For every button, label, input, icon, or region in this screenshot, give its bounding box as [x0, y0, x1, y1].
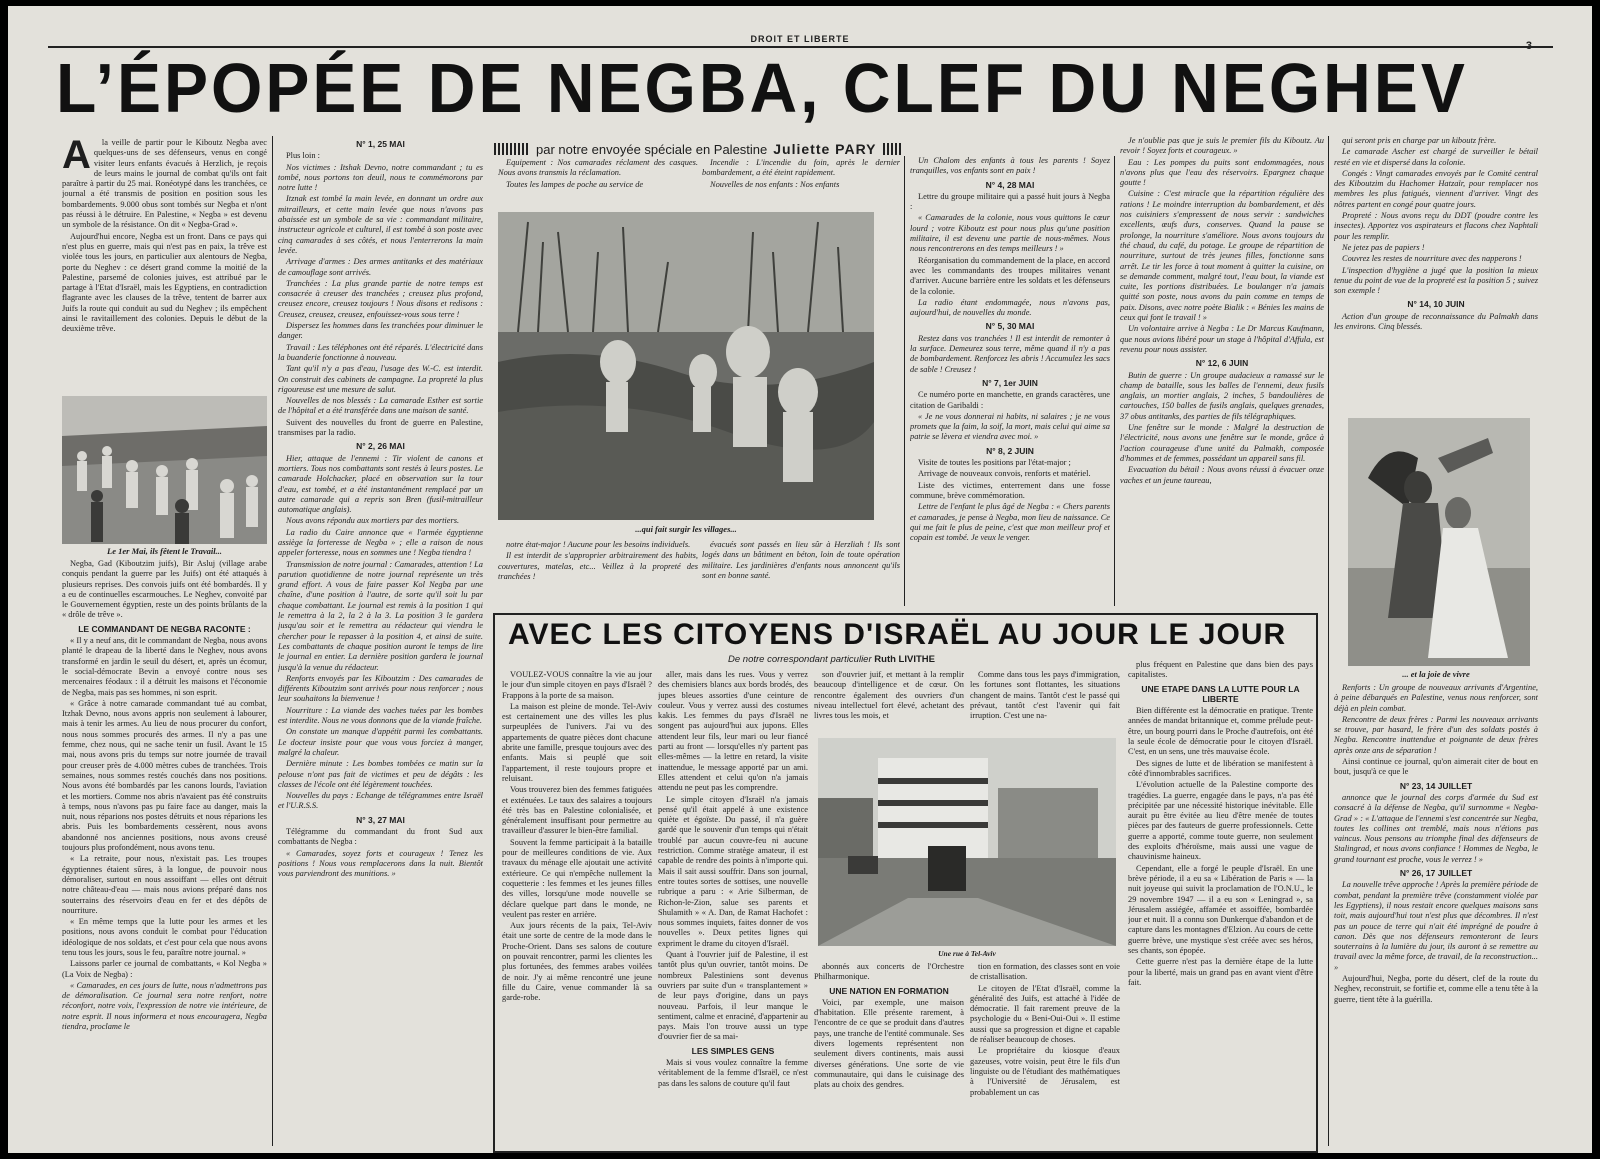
- paragraph: plus fréquent en Palestine que dans bien des pays capitalistes.: [1128, 660, 1313, 680]
- paragraph: annonce que le journal des corps d'armée du Sud est consacré à la défense de Negba, qu'il surnomme « Negba-Grad » : « L'attaque de l'ennemi s'est concentrée sur Negba, toutes les collines ont tremblé, mais nous n'étions pas vaincus. Nous pensons au triomphe final des défenseurs de Stalingrad, et nous avons confiance ! Hommes de Negba, le grand tournant est proche, vous le verrez ! »: [1334, 792, 1538, 864]
- paragraph: Incendie : L'incendie du foin, après le dernier bombardement, a été éteint rapidement.: [702, 158, 900, 178]
- paragraph: Eau : Les pompes du puits sont endommagées, nous n'avons plus que l'eau des réservoirs. Epargnez chaque goutte !: [1120, 157, 1324, 188]
- paragraph: Des signes de lutte et de libération se manifestent à côté d'innombrables sacrifices.: [1128, 758, 1313, 778]
- paragraph: tion en formation, des classes sont en voie de cristallisation.: [970, 962, 1120, 982]
- issue-heading: N° 1, 25 MAI: [356, 139, 405, 149]
- article-column-3-top-right: [702, 158, 900, 208]
- paragraph: « Il y a neuf ans, dit le commandant de Negba, nous avons planté le drapeau de la liberté dans le Neghev, nous avons transformé en jardin le seuil du désert, et, après un écomur, le social-démocrate Bevin a envoyé contre nous ses mercenaires féodaux : il a détruit les maisons et l'économie de Negba, mais pas ses hommes, ni son esprit.: [62, 636, 267, 697]
- paragraph: Télégramme du commandant du front Sud aux combattants de Negba :: [278, 827, 483, 847]
- paragraph: Evacuation du bétail : Nous avons réussi à évacuer onze vaches et un jeune taureau,: [1120, 465, 1324, 485]
- photo-caption: Une rue à Tel-Aviv: [938, 949, 996, 958]
- issue-heading: N° 26, 17 JUILLET: [1399, 868, 1473, 879]
- issue-heading: N° 23, 14 JUILLET: [1399, 780, 1473, 791]
- paragraph: Cuisine : C'est miracle que la répartition régulière des rations ! Le moindre interruption du bombardement, et dès nos cuisiniers s'empressent de nous servir : sandwiches excellents, œufs durs, conserves. Quand la pause se prolonge, la nourriture s'améliore. Nous avons toujours du thé chaud, du café, du potage. Le groupe de répartition de nourriture, surtout de très jeunes filles, fonctionne sans arrêt. Le tir les force à tout moment à quitter la cuisine, on se demande comment, malgré tout, l'eau bout, la viande est cuite, les portions distribuées. Le boulanger n'a jamais quitté son poste, nous avons du pain comme en temps de paix. Disons, avec notre poète Bialik : « Bénies les mains de ceux qui font le travail ! »: [1120, 189, 1324, 323]
- paragraph: Equipement : Nos camarades réclament des casques. Nous avons transmis la réclamation.: [498, 158, 698, 178]
- running-head: DROIT ET LIBERTE: [750, 34, 850, 44]
- paragraph: Je n'oublie pas que je suis le premier fils du Kiboutz. Au revoir ! Soyez forts et courageux. »: [1120, 136, 1324, 156]
- paragraph: Nos victimes : Itshak Devno, notre commandant ; tu es tombé, nous portons ton deuil, nous te commémorons par notre lutte !: [278, 162, 483, 193]
- issue-heading: N° 7, 1er JUIN: [982, 377, 1038, 388]
- article-column-6-bottom: [1334, 683, 1538, 1149]
- paragraph: Renforts : Un groupe de nouveaux arrivants d'Argentine, à peine débarqués en Palestine, venus nous renforcer, sont déjà en plein combat.: [1334, 683, 1538, 713]
- paragraph: Tranchées : La plus grande partie de notre temps est consacrée à creuser des tranchées ; creusez plus profond, creusez encore, creusez toujours ! Nous disons et redisons : Creusez, creusez, creusez, enfouissez-vous sous terre !: [278, 278, 483, 319]
- paragraph: Ainsi continue ce journal, qu'on aimerait citer de bout en bout, jusqu'à ce que le: [1334, 757, 1538, 777]
- paragraph: Il est interdit de s'approprier arbitrairement des habits, couvertures, matelas, etc... Veillez à la propreté des tranchées !: [498, 551, 698, 581]
- paragraph: Congés : Vingt camarades envoyés par le Comité central des Kiboutzim du Hachomer Hatzaïr, pour remplacer nos membres les plus fatigués, viennent d'arriver. Vingt des nôtres partent en congé pour quatre jours.: [1334, 168, 1538, 209]
- paragraph: Bien différente est la démocratie en pratique. Trente années de mandat britannique et, comme prélude peut-être, un bourg pourri dans le Proche d'autrefois, ont été la seule école de démocratie pour le citoyen d'Israël. C'est, en un sens, une très mauvaise école.: [1128, 706, 1313, 757]
- paragraph: Quant à l'ouvrier juif de Palestine, il est tantôt plus qu'un ouvrier, tantôt moins. De nombreux Palestiniens sont devenus ouvriers par suite d'un « transplantement » de leur pays d'origine, dans un pays nouveau. Parfois, il leur manque le sentiment, calme et enraciné, d'appartenir au pays. Mais l'on trouve aussi un type d'ouvrier fier de sa mai-: [658, 950, 808, 1042]
- photo-tel-aviv-street: [818, 738, 1116, 946]
- paragraph: La maison est pleine de monde. Tel-Aviv est certainement une des villes les plus surpeuplées de l'univers. J'ai vu des appartements de quatre pièces dont chacune abrite une famille, presque toujours avec des enfants. Mais si peuplé que soit l'appartement, il reste toujours propre et reluisant.: [502, 701, 652, 783]
- boxed-byline-author: Ruth LIVITHE: [874, 654, 935, 665]
- column-rule: [1114, 156, 1115, 606]
- paragraph: Transmission de notre journal : Camarades, attention ! La parution quotidienne de notre journal représente un très grand effort. A vous de faire passer Kol Negba par une chaîne, d'une position à l'autre, de sorte qu'il soit lu par chaque combattant. Le journal est remis à la position 1 qui le remettra à la 2, la 2 à la 3. La position 3 le gardera jusqu'au soir et le remettra au rédacteur qui viendra le chercher pour le repasser à la position 4, et ainsi de suite. Les combattants de chaque position auront le temps de lire le journal en entier. La dernière position gardera le journal jusqu'à la venue du rédacteur.: [278, 559, 483, 672]
- boxed-column-5: [1128, 660, 1313, 1148]
- issue-heading: N° 12, 6 JUIN: [1195, 358, 1249, 369]
- paragraph: On constate un manque d'appétit parmi les combattants. Le docteur insiste pour que vous vous forciez à manger, malgré la chaleur.: [278, 727, 483, 757]
- byline-ornament-right: [883, 143, 901, 155]
- paragraph: Un Chalom des enfants à tous les parents ! Soyez tranquilles, vos enfants sont en paix !: [910, 156, 1110, 176]
- paragraph: Le simple citoyen d'Israël n'a jamais pensé qu'il était appelé à une existence quiète et égoïste. Du passé, il n'a guère gardé que le souvenir d'un temps qui n'était troublé par aucun couvre-feu ni aucune restriction. Comme stratège amateur, il est capable de rendre des points à n'importe qui. Mais il sait aussi souffrir. Dans son journal, entre toutes sortes de sottises, une nouvelle rubrique a paru : « Arie Silberman, de Richon-le-Zion, salue ses parents et Shulamith » « A. Dan, de Ramat Hachofet : nous sommes inquiets, faites donner de vos nouvelles ». Deux petites lignes qui expriment le drame du citoyen d'Israël.: [658, 794, 808, 948]
- paragraph: Lettre du groupe militaire qui a passé huit jours à Negba :: [910, 191, 1110, 212]
- article-column-2: [278, 136, 483, 1148]
- paragraph: Le citoyen de l'Etat d'Israël, comme la généralité des Juifs, est attaché à l'idée de démocratie. Il fait rarement preuve de la psychologie du « Beni-Oui-Oui ». Il estime aussi que sa progression et digne et capable de réaliser beaucoup de choses.: [970, 983, 1120, 1045]
- paragraph: Cependant, elle a forgé le peuple d'Israël. En une brève période, il a eu sa « Libération de Paris » — la nuit joyeuse qui suivit la proclamation de l'O.N.U., le 29 novembre 1947 — il a eu son « Leningrad », sa Jérusalem assiégée, affamée et assoiffée, bombardée jour et nuit. Il a connu son Dunkerque d'abandon et de capture dans les montagnes d'Elzion. Au cours de cette guerre brève, une mystique s'est créée avec ses héros, ses chants, son épopée.: [1128, 863, 1313, 956]
- photo-caption: Le 1er Mai, ils fêtent le Travail...: [107, 546, 222, 556]
- paragraph: L'évolution actuelle de la Palestine comporte des tragédies. La guerre, engagée dans le pays, n'a pas été précipitée par une nécessité historique inévitable. Elle aurait pu être évitée au lieu d'être menée de toutes pièces par des fauteurs de guerre professionnels. Cette guerre a apporté, comme toute guerre, non seulement des exploits d'héroïsme, mais aussi une vague de chauvinisme haineux.: [1128, 780, 1313, 862]
- paragraph: L'inspection d'hygiène a jugé que la position la mieux tenue du point de vue de la propreté est la position 5 ; suivez son exemple !: [1334, 265, 1538, 296]
- article-column-1-top: [62, 138, 267, 393]
- photo-dancers: [1348, 418, 1530, 666]
- boxed-column-4-top: [970, 670, 1120, 734]
- photo-caption: ...qui fait surgir les villages...: [635, 524, 737, 534]
- column-rule: [1328, 136, 1329, 1146]
- paragraph: La radio étant endommagée, nous n'avons pas, aujourd'hui, de nouvelles du monde.: [910, 297, 1110, 318]
- paragraph: qui seront pris en charge par un kiboutz frère.: [1342, 136, 1497, 145]
- column-rule: [272, 136, 273, 1146]
- paragraph: Itznak est tombé la main levée, en donnant un ordre aux mitrailleurs, et cette main levée que nous n'avons pas abaissée est un symbole de sa vie : commandant militaire, instructeur agricole et culturel, il est tombé à son poste avec cinq camarades à ses côtés, et nous l'enterrerons la main levée.: [278, 194, 483, 255]
- paragraph: Liste des victimes, enterrement dans une fosse commune, brève commémoration.: [910, 480, 1110, 500]
- paragraph: Hier, attaque de l'ennemi : Tir violent de canons et mortiers. Tous nos combattants sont restés à leurs postes. Le camarade Holchacker, placé en observation sur la tour d'eau, est tombé, et a été instantanément remplacé par un autre camarade qui a repris son Bren (fusil-mitrailleur automatique anglais).: [278, 453, 483, 515]
- paragraph: Comme dans tous les pays d'immigration, les fortunes sont flottantes, les situations changent de mains. Tantôt c'est le passé qui prévaut, tantôt c'est l'avenir qui fait irruption. C'est une na-: [970, 670, 1120, 721]
- paragraph: Plus loin :: [286, 151, 320, 161]
- photo-may-day: [62, 396, 267, 544]
- paragraph: la veille de partir pour le Kiboutz Negba avec quelques-uns de ses défenseurs, venus en congé visiter leurs enfants évacués à Herzlich, je reçois de leurs mains le journal de combat qu'ils ont fait paraître à partir du 25 mai. Ronéotypé dans les tranchées, ce journal a été transmis de position en position sous les bombardements. 9.000 obus sont tombés sur Negba et n'ont pas réussi à le détruire. En Palestine, « Negba » est devenu un symbole de la résistance. On dit « Negba-Grad ».: [62, 138, 267, 230]
- issue-heading: N° 4, 28 MAI: [985, 179, 1035, 190]
- paragraph: Tant qu'il n'y a pas d'eau, l'usage des W.-C. est interdit. On construit des cabinets de campagne. La propreté la plus rigoureuse est une mesure de salut.: [278, 364, 483, 394]
- paragraph: « Grâce à notre camarade commandant tué au combat, Itzhak Devno, nous avons appris non seulement à labourer, mais à tenir les armes. Au lieu de nous procurer du confort, nous nous sommes procurés des armes. Il n'y a pas une femme, chez nous, qui ne sache tenir un fusil. Avant le 15 mai, nous avons pris du temps sur notre journée de travail pour creuser près de 4.000 mètres cubes de tranchées. Trois semaines, nous sommes restés couchés dans nos positions. Nous avons été bombardés par les canons lourds, l'aviation et les mortiers. Comme nos abris n'avaient pas été construits à temps, nous n'avons pas pu faire face au danger, mais la nuit, nous réparions nos postes détruits et nous réparions les abris. Puis les bombardements cessèrent, nous avons abandonné nos anciennes positions, nous avons creusé toujours plus profondément, nous avons tenu.: [62, 698, 267, 853]
- byline-ornament: [494, 143, 530, 155]
- paragraph: « Je ne vous donnerai ni habits, ni salaires ; je ne vous promets que la faim, la soif, la mort, mais celui qui aime sa patrie se lèvera et viendra avec moi. »: [910, 411, 1110, 442]
- paragraph: Propreté : Nous avons reçu du DDT (poudre contre les insectes). Apportez vos aspirateurs et flacons chez Naphtali pour les remplir.: [1334, 211, 1538, 241]
- section-heading: LES SIMPLES GENS: [691, 1045, 775, 1056]
- article-column-5: [1120, 136, 1324, 606]
- paragraph: Toutes les lampes de poche au service de: [506, 179, 644, 189]
- article-column-1-bottom: [62, 559, 267, 1149]
- boxed-article-byline: [728, 654, 935, 665]
- boxed-column-3-bottom: [814, 962, 964, 1148]
- paragraph: abonnés aux concerts de l'Orchestre Philharmonique.: [814, 962, 964, 982]
- paragraph: aller, mais dans les rues. Vous y verrez des chemisiers blancs aux bords brodés, des jupes bleues assorties d'une ceinture de couleur. Vous y verrez aussi des costumes kakis. Les femmes du pays d'Israël ne songent pas aujourd'hui aux jupons. Elles attendent leur fils, leur mari ou leur fiancé parti au front — lorsqu'elles n'y partent pas elles-mêmes — la lettre en retard, la visite inattendue, le message apporté par un ami. Elles attendent et celui qu'on n'a jamais attendu ne peut pas les comprendre.: [658, 670, 808, 793]
- photo-village-workers-image: [498, 212, 874, 520]
- issue-heading: N° 8, 2 JUIN: [986, 445, 1034, 456]
- photo-caption: ... et la joie de vivre: [1402, 669, 1470, 679]
- dropcap: A: [62, 138, 91, 177]
- paragraph: « Camarades de la colonie, nous vous quittons le cœur lourd ; votre Kiboutz est pour nous plus qu'une position militaire, il est devenu une partie de nous-mêmes. Nous nous rencontrerons en des temps meilleurs ! »: [910, 213, 1110, 254]
- issue-heading: N° 14, 10 JUIN: [1407, 299, 1465, 310]
- issue-heading: N° 3, 27 MAI: [356, 814, 405, 825]
- paragraph: Un volontaire arrive à Negba : Le Dr Marcus Kaufmann, que nous avions libéré pour un stage à l'hôpital d'Affula, est revenu pour nous assister.: [1120, 324, 1324, 354]
- paragraph: Le camarade Ascher est chargé de surveiller le bétail resté en vie et dispersé dans la colonie.: [1334, 147, 1538, 167]
- paragraph: Nouvelles de nos blessés : La camarade Esther est sortie de l'hôpital et a été transférée dans une maison de santé.: [278, 396, 483, 416]
- boxed-byline-prefix: De notre correspondant particulier: [728, 654, 872, 665]
- paragraph: Une fenêtre sur le monde : Malgré la destruction de l'électricité, nous avons une fenêtre sur le monde, grâce à l'action courageuse d'une unité du Palmakh, composée d'hommes et de femmes, possédant un appareil sans fil.: [1120, 423, 1324, 463]
- paragraph: VOULEZ-VOUS connaître la vie au jour le jour d'un simple citoyen en pays d'Israël ? Frappons à la porte de sa maison.: [502, 670, 652, 700]
- paragraph: Negba, Gad (Kiboutzim juifs), Bir Asluj (village arabe conquis pendant la guerre par les Juifs) ont été attaqués à plusieurs reprises. Des convois juifs ont été bombardés. Il y a eu de continuelles escarmouches. Le Neghev, convoité par le Gouvernement égyptien, reste un des points brûlants de la « drôle de trêve ».: [62, 559, 267, 620]
- boxed-column-2: [658, 670, 808, 1148]
- paragraph: Renforts envoyés par les Kiboutzim : Des camarades de différents Kiboutzim sont arrivés pour nous renforcer ; nous leur souhaitons la bienvenue !: [278, 673, 483, 704]
- paragraph: Arrivage d'armes : Des armes antitanks et des matériaux de camouflage sont arrivés.: [278, 257, 483, 277]
- paragraph: Nourriture : La viande des vaches tuées par les bombes est interdite. Nous ne vous donnons que de la viande fraîche.: [278, 705, 483, 726]
- paragraph: « En même temps que la lutte pour les armes et les positions, nous avons conduit le combat pour l'éducation idéologique de nos soldats, et c'est pour cela que nous avons tenu tous les jours, sous le feu, paraître notre journal. »: [62, 917, 267, 957]
- paragraph: Souvent la femme participait à la bataille pour de meilleures conditions de vie. Aux travaux du ménage elle ajoutait une activité extérieure. Ce qui n'empêche nullement la coquetterie : les femmes et les jeunes filles des villes, lorsqu'une mode nouvelle se déclare quelque part dans le monde, ne veulent pas rester en arrière.: [502, 837, 652, 919]
- paragraph: son d'ouvrier juif, et mettant à la remplir beaucoup d'intelligence et de cœur. On rencontre également des ouvriers d'un niveau intellectuel fort élevé, achetant des livres tous les mois, et: [814, 670, 964, 721]
- paragraph: Cette guerre n'est pas la dernière étape de la lutte pour la liberté, mais un grand pas en avant vient d'être fait.: [1128, 957, 1313, 987]
- paragraph: Réorganisation du commandement de la place, en accord avec les commandants des troupes militaires venant d'arriver. Aucune barrière entre les soldats et les défenseurs de la colonie.: [910, 255, 1110, 296]
- paragraph: Lettre de l'enfant le plus âgé de Negba : « Chers parents et camarades, je pense à Negba, mon lieu de naissance. Ce qui me fait le plus de peine, c'est que mon meilleur prof et copain est tombé. Je veux le venger.: [910, 502, 1110, 543]
- paragraph: Butin de guerre : Un groupe audacieux a ramassé sur le champ de bataille, sous les balles de l'ennemi, deux fusils anglais, un mortier anglais, 2 inches, 5 bandoulières de cartouches, 150 balles de fusils anglais, quelques grenades, 37 obus antitanks, des parties de fils télégraphiques.: [1120, 370, 1324, 421]
- paragraph: Mais si vous voulez connaître la femme véritablement de la femme d'Israël, ce n'est pas dans les salons de couture qu'il faut: [658, 1057, 808, 1088]
- article-column-3-top-left: [498, 158, 698, 208]
- section-heading: LE COMMANDANT DE NEGBA RACONTE :: [78, 623, 251, 634]
- paragraph: « Camarades, en ces jours de lutte, nous n'admettrons pas de démoralisation. Ce journal sera notre renfort, notre réconfort, notre voix, l'expression de notre vie intérieure, de notre esprit. Il nous informera et nous encouragera, Negba tiendra, proclame le: [62, 980, 267, 1032]
- paragraph: Ne jetez pas de papiers !: [1342, 242, 1425, 252]
- paragraph: Suivent des nouvelles du front de guerre en Palestine, transmises par la radio.: [278, 417, 483, 438]
- issue-heading: N° 2, 26 MAI: [356, 441, 405, 452]
- photo-village-workers: [498, 212, 874, 520]
- paragraph: Le propriétaire du kiosque d'eaux gazeuses, votre voisin, peut être le fils d'un linguiste ou de l'étudiant des mathématiques à l'Université de Jérusalem, est probablement un cas: [970, 1046, 1120, 1097]
- paragraph: La radio du Caire annonce que « l'armée égyptienne assiège la forteresse de Negba » ; elle a raison de nous appeler forteresse, nous en sommes une ! Negba tiendra !: [278, 527, 483, 558]
- boxed-column-1: [502, 670, 652, 1148]
- paragraph: Nouvelles du pays : Echange de télégrammes entre Israël et l'U.R.S.S.: [278, 791, 483, 811]
- section-heading: UNE NATION EN FORMATION: [829, 985, 949, 996]
- photo-may-day-image: [62, 396, 267, 544]
- headline: L’ÉPOPÉE DE NEGBA, CLEF DU NEGHEV: [56, 49, 1468, 127]
- article-column-3-bottom-right: [702, 540, 900, 604]
- paragraph: Dispersez les hommes dans les tranchées pour diminuer le danger.: [278, 321, 483, 341]
- paragraph: Laissons parler ce journal de combattants, « Kol Negba » (La Voix de Negba) :: [62, 959, 267, 979]
- paragraph: notre état-major ! Aucune pour les besoins individuels.: [506, 540, 691, 549]
- photo-dancers-image: [1348, 418, 1530, 666]
- paragraph: Vous trouverez bien des femmes fatiguées et exténuées. Le taux des salaires a toujours été très bas en Palestine colonialisée, et généralement insuffisant pour permettre au travailleur d'assurer le bien-être familial.: [502, 785, 652, 836]
- newspaper-page: [8, 6, 1592, 1153]
- paragraph: Nous avons répondu aux mortiers par des mortiers.: [286, 516, 460, 526]
- photo-tel-aviv-street-image: [818, 738, 1116, 946]
- byline-author: Juliette PARY: [773, 141, 877, 157]
- column-rule: [904, 156, 905, 606]
- paragraph: Restez dans vos tranchées ! Il est interdit de remonter à la surface. Demeurez sous terre, même quand il n'y a pas de bombardement. Renforcez les abris ! Accumulez les sacs de sable ! Creusez !: [910, 333, 1110, 374]
- paragraph: Action d'un groupe de reconnaissance du Palmakh dans les environs. Cinq blessés.: [1334, 311, 1538, 332]
- issue-heading: N° 5, 30 MAI: [985, 321, 1035, 332]
- paragraph: Arrivage de nouveaux convois, renforts et matériel.: [918, 469, 1091, 479]
- paragraph: Aujourd'hui, Negba, porte du désert, clef de la route du Neghev, reconstruit, se fortifie et, comme elle a tenu tête à la guerre, tient tête à la guérilla.: [1334, 974, 1538, 1004]
- paragraph: Ce numéro porte en manchette, en grands caractères, une citation de Garibaldi :: [910, 390, 1110, 410]
- paragraph: « La retraite, pour nous, n'existait pas. Les troupes égyptiennes étaient sûres, à la longue, de pouvoir nous démoraliser, surtout en nous assoiffant — elles ont détruit notre château-d'eau — mais nous avions préparé dans nos souterrains des réservoirs d'eau en fer et des dépôts de nourriture.: [62, 854, 267, 915]
- boxed-column-3-top: [814, 670, 964, 734]
- paragraph: Aux jours récents de la paix, Tel-Aviv était une sorte de centre de la mode dans le Proche-Orient. Dans ses salons de couture on pouvait rencontrer, parmi les clientes les plus fortunées, des femmes arabes voilées de noir. J'y ai même rencontré une jeune fille du Caire, venue commander là sa garde-robe.: [502, 921, 652, 1003]
- paragraph: La nouvelle trêve approche ! Après la première période de combat, pendant la première trêve (constamment violée par les Egyptiens), il nous restait encore quelques maisons sans toit, mais aujourd'hui tout n'est plus que décombres. Il n'est pas un pouce de terre qui n'ait été imprégné de poudre à canon. Dès que nos défenseurs remonteront de leurs souterrains à la lumière du jour, ils auront à se remettre au travail avec la même force, de travail, de la reconstruction... »: [1334, 880, 1538, 972]
- article-column-3-bottom-left: [498, 540, 698, 604]
- paragraph: « Camarades, soyez forts et courageux ! Tenez les positions ! Nous vous remplacerons dans la nuit. Bientôt vous parviendront des munitions. »: [278, 848, 483, 879]
- paragraph: Voici, par exemple, une maison d'habitation. Elle présente rarement, à l'encontre de ce que se produit dans d'autres pays, une tranche de l'entité communale. Ses divers logements représentent non seulement divers continents, mais aussi diverses générations. Une sorte de vie communautaire, qui dans le cuisinage des plats au choix des gendres.: [814, 997, 964, 1090]
- paragraph: Rencontre de deux frères : Parmi les nouveaux arrivants se trouve, par hasard, le frère d'un des soldats postés à Negba. Rencontre inattendue et poignante de deux frères après onze ans de séparation !: [1334, 714, 1538, 755]
- paragraph: Nouvelles de nos enfants : Nos enfants: [710, 179, 840, 189]
- byline: [494, 141, 1054, 157]
- paragraph: Travail : Les téléphones ont été réparés. L'électricité dans la buanderie fonctionne à nouveau.: [278, 342, 483, 362]
- byline-prefix: par notre envoyée spéciale en Palestine: [536, 141, 768, 157]
- section-heading: UNE ETAPE DANS LA LUTTE POUR LA LIBERTE: [1141, 683, 1300, 704]
- paragraph: Couvrez les restes de nourriture avec des napperons !: [1342, 254, 1522, 264]
- paragraph: évacués sont passés en lieu sûr à Herzliah ! Ils sont logés dans un bâtiment en béton, loin de toute opération militaire. Les jardinières d'enfants nous annoncent qu'ils sont en bonne santé.: [702, 540, 900, 580]
- paragraph: Dernière minute : Les bombes tombées ce matin sur la pelouse n'ont pas fait de victimes et peu de dégâts : les classes de l'école ont été légèrement touchées.: [278, 759, 483, 789]
- article-column-6-top: [1334, 136, 1538, 416]
- paragraph: Aujourd'hui encore, Negba est un front. Dans ce pays qui n'est plus en guerre, mais qui n'est pas en paix, la trêve est violée tous les jours, en particulier aux alentours de Negba, porte du Neghev : ce désert grand comme la moitié de la Palestine, parsemé de colonies juives, est attribué par le partage à l'Etat d'Israël, mais les Egyptiens, en contradiction flagrante avec les clauses de la trêve, tentent de barrer aux Juifs la route qui conduit au sud du Neghev ; ils empêchent ainsi le ravitaillement des colonies. Depuis le début de la deuxième trêve.: [62, 231, 267, 334]
- boxed-column-4-bottom: [970, 962, 1120, 1148]
- paragraph: Visite de toutes les positions par l'état-major ;: [918, 458, 1071, 468]
- article-column-4: [910, 156, 1110, 606]
- boxed-article-title: AVEC LES CITOYENS D'ISRAËL AU JOUR LE JOUR: [508, 618, 1287, 651]
